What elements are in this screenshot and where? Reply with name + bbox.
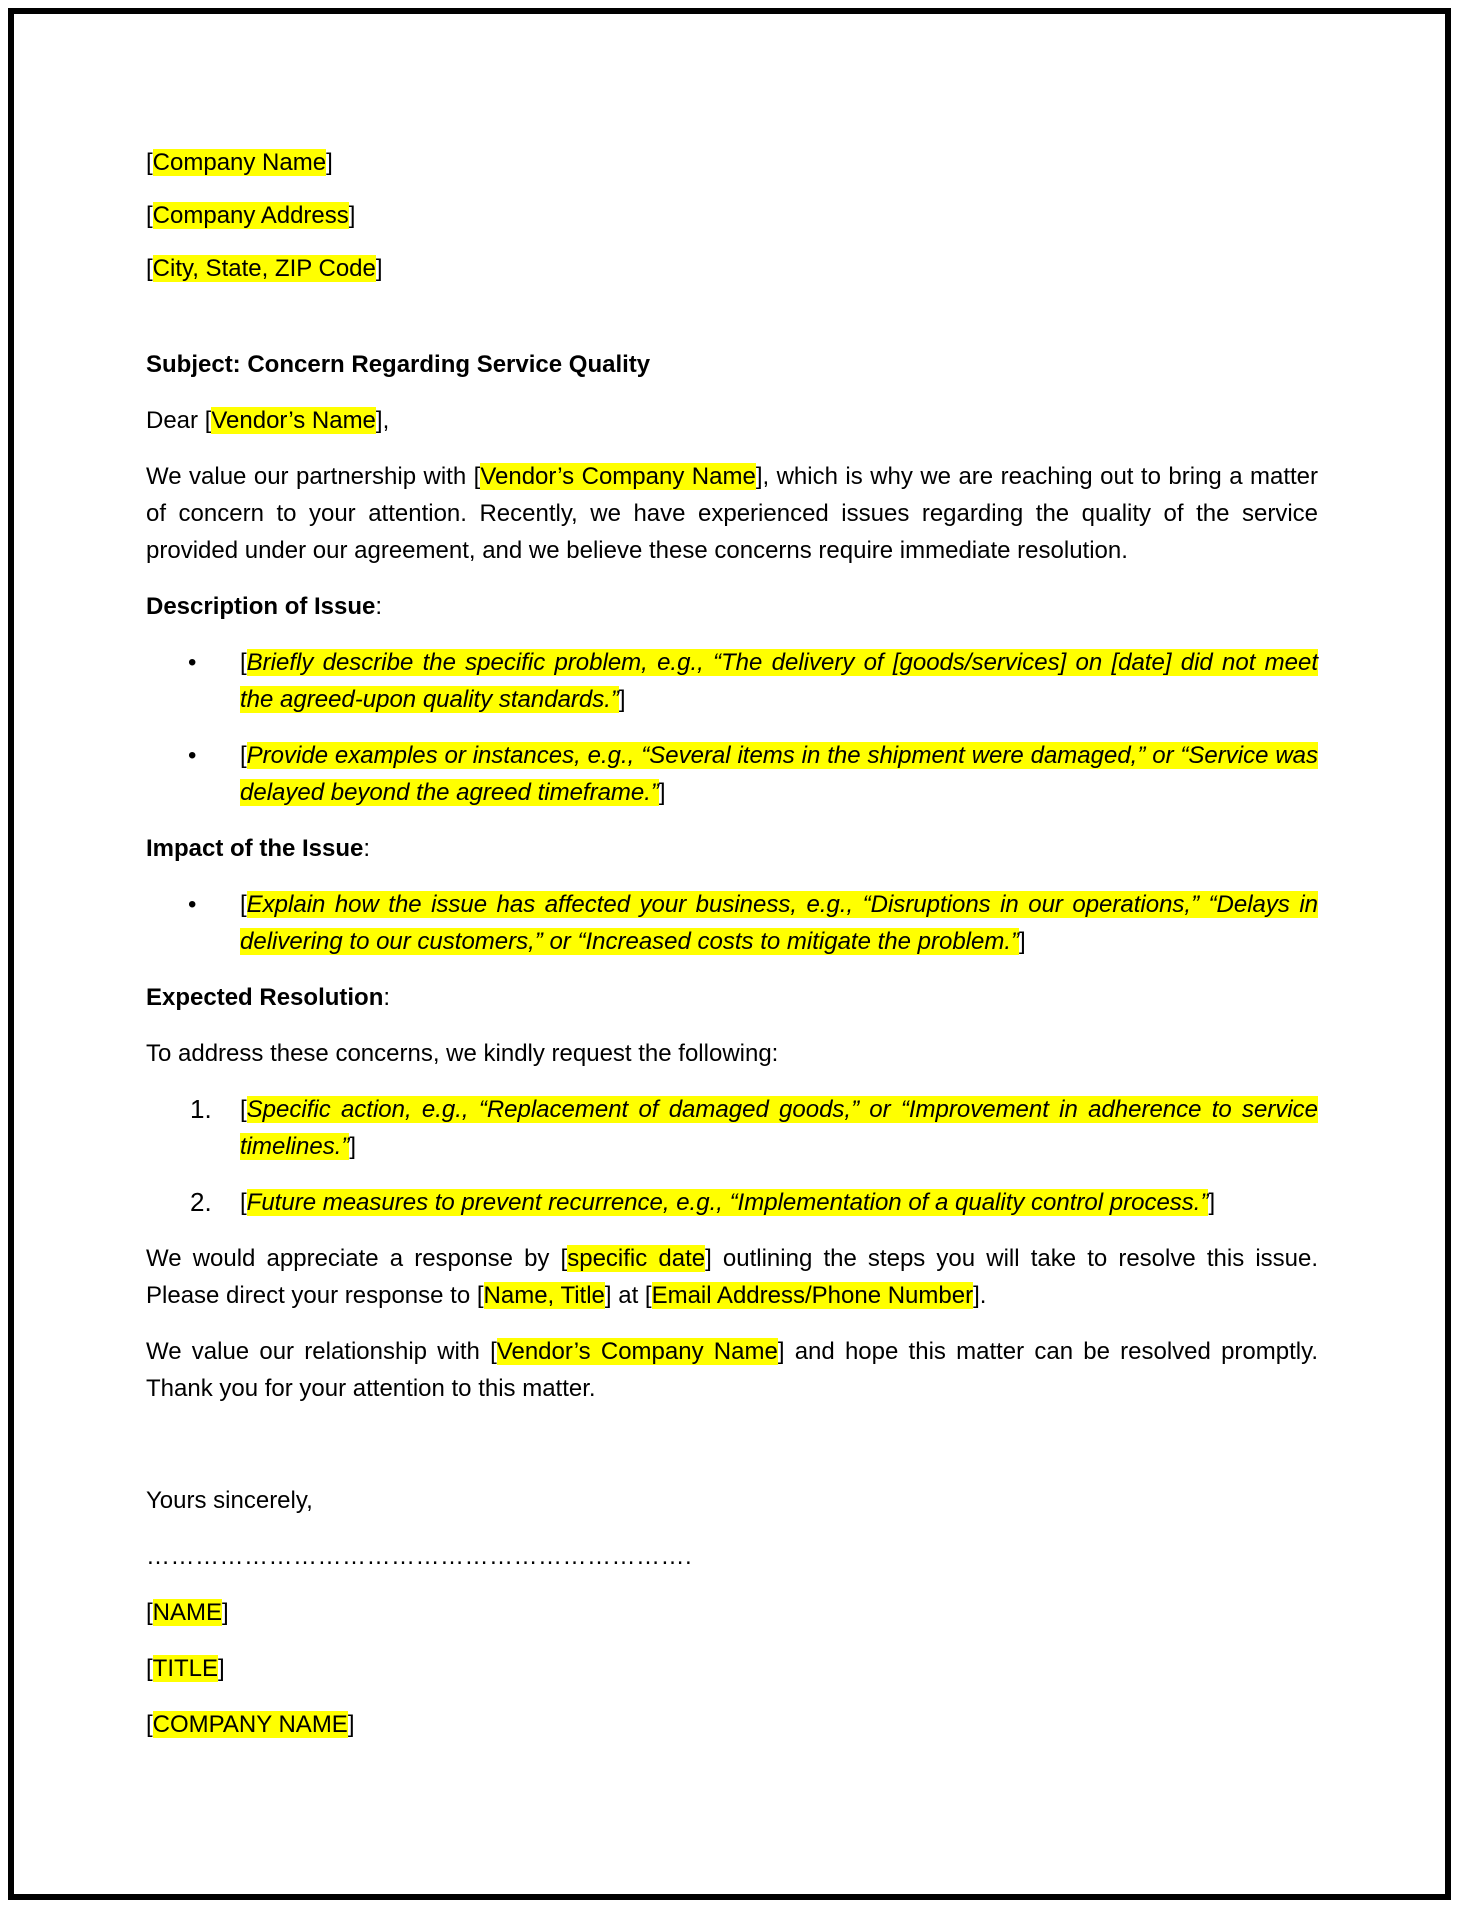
signer-title-placeholder[interactable]: TITLE	[152, 1655, 219, 1682]
resolution-list	[146, 1091, 1318, 1221]
response-part1: We would appreciate a response by [	[146, 1245, 568, 1272]
signer-title: [TITLE]	[146, 1655, 225, 1682]
response-part2: ] outlining the steps you will take to resolve this issue. Please direct your response to [	[146, 1245, 1319, 1309]
resolution-item-placeholder[interactable]: Future measures to prevent recurrence, e.g., “Implementation of a quality control process.”	[246, 1189, 1209, 1216]
resolution-item-placeholder[interactable]: Specific action, e.g., “Replacement of damaged goods,” or “Improvement in adherence to service timelines.”	[240, 1096, 1318, 1160]
bullet-icon: •	[188, 891, 197, 918]
list-item: • [Briefly describe the specific problem, e.g., “The delivery of [goods/services] on [date] did not meet the agreed-upon quality standards.”]	[146, 644, 1318, 718]
signer-company: [COMPANY NAME]	[146, 1711, 355, 1738]
impact-heading: Impact of the Issue:	[146, 835, 371, 862]
resolution-heading: Expected Resolution:	[146, 984, 391, 1011]
signature-line: ………………………………………………………….	[146, 1543, 693, 1570]
impact-heading-text: Impact of the Issue	[146, 835, 364, 862]
description-item-placeholder[interactable]: Provide examples or instances, e.g., “Several items in the shipment were damaged,” or “Service was delayed beyond the agreed timeframe.”	[240, 742, 1318, 806]
signer-name: [NAME]	[146, 1599, 229, 1626]
vendor-company-placeholder[interactable]: Vendor’s Company Name	[496, 1338, 778, 1365]
city-state-zip-placeholder[interactable]: City, State, ZIP Code	[152, 255, 376, 282]
signer-name-placeholder[interactable]: NAME	[152, 1599, 223, 1626]
impact-list	[146, 886, 1318, 960]
letter-body	[146, 144, 1318, 1762]
description-heading: Description of Issue:	[146, 593, 383, 620]
company-name-placeholder[interactable]: Company Name	[152, 149, 327, 176]
sender-company-name: [Company Name]	[146, 149, 333, 176]
resolution-heading-text: Expected Resolution	[146, 984, 384, 1011]
vendor-company-placeholder[interactable]: Vendor’s Company Name	[480, 463, 756, 490]
salutation	[146, 402, 1318, 439]
list-item: 2. [Future measures to prevent recurrence, e.g., “Implementation of a quality control process.”]	[146, 1184, 1318, 1221]
list-number: 2.	[190, 1187, 212, 1217]
intro-before: We value our partnership with [	[146, 463, 481, 490]
response-paragraph	[146, 1240, 1318, 1314]
name-title-placeholder[interactable]: Name, Title	[483, 1282, 605, 1309]
bullet-icon: •	[188, 649, 197, 676]
salutation-prefix: Dear [	[146, 407, 212, 434]
closing-phrase: Yours sincerely,	[146, 1487, 313, 1514]
closing-after: ] and hope this matter can be resolved promptly. Thank you for your attention to this matter.	[146, 1338, 1318, 1402]
response-part3: ] at [	[604, 1282, 652, 1309]
description-heading-text: Description of Issue	[146, 593, 376, 620]
closing-paragraph	[146, 1333, 1318, 1407]
sender-company-address: [Company Address]	[146, 202, 356, 229]
bullet-icon: •	[188, 742, 197, 769]
spacer	[146, 1426, 1318, 1482]
spacer	[146, 303, 1318, 346]
description-list	[146, 644, 1318, 811]
list-item: 1. [Specific action, e.g., “Replacement of damaged goods,” or “Improvement in adherence to service timelines.”]	[146, 1091, 1318, 1165]
intro-paragraph	[146, 458, 1318, 569]
vendor-name-placeholder[interactable]: Vendor’s Name	[211, 407, 376, 434]
impact-item-placeholder[interactable]: Explain how the issue has affected your business, e.g., “Disruptions in our operations,” “Delays in delivering to our customers,” or “Increased costs to mitigate the problem.”	[240, 891, 1318, 955]
closing-before: We value our relationship with [	[146, 1338, 497, 1365]
intro-after: ], which is why we are reaching out to bring a matter of concern to your attention. Recently, we have experienced issues regarding the quality of the service provided under our agreement, and we believe these concerns require immediate resolution.	[146, 463, 1319, 564]
sender-city-state-zip: [City, State, ZIP Code]	[146, 255, 383, 282]
list-item: • [Explain how the issue has affected your business, e.g., “Disruptions in our operations,” “Delays in delivering to our customers,” or “Increased costs to mitigate the problem.”]	[146, 886, 1318, 960]
description-item-placeholder[interactable]: Briefly describe the specific problem, e.g., “The delivery of [goods/services] on [date] did not meet the agreed-upon quality standards.”	[240, 649, 1318, 713]
resolution-lead: To address these concerns, we kindly request the following:	[146, 1040, 779, 1067]
company-address-placeholder[interactable]: Company Address	[152, 202, 349, 229]
contact-placeholder[interactable]: Email Address/Phone Number	[651, 1282, 974, 1309]
specific-date-placeholder[interactable]: specific date	[567, 1245, 706, 1272]
subject-line: Subject: Concern Regarding Service Quality	[146, 351, 651, 378]
response-part4: ].	[973, 1282, 987, 1309]
list-number: 1.	[190, 1094, 212, 1124]
salutation-suffix: ],	[375, 407, 390, 434]
list-item: • [Provide examples or instances, e.g., “Several items in the shipment were damaged,” or “Service was delayed beyond the agreed timeframe.”]	[146, 737, 1318, 811]
signer-company-placeholder[interactable]: COMPANY NAME	[152, 1711, 348, 1738]
